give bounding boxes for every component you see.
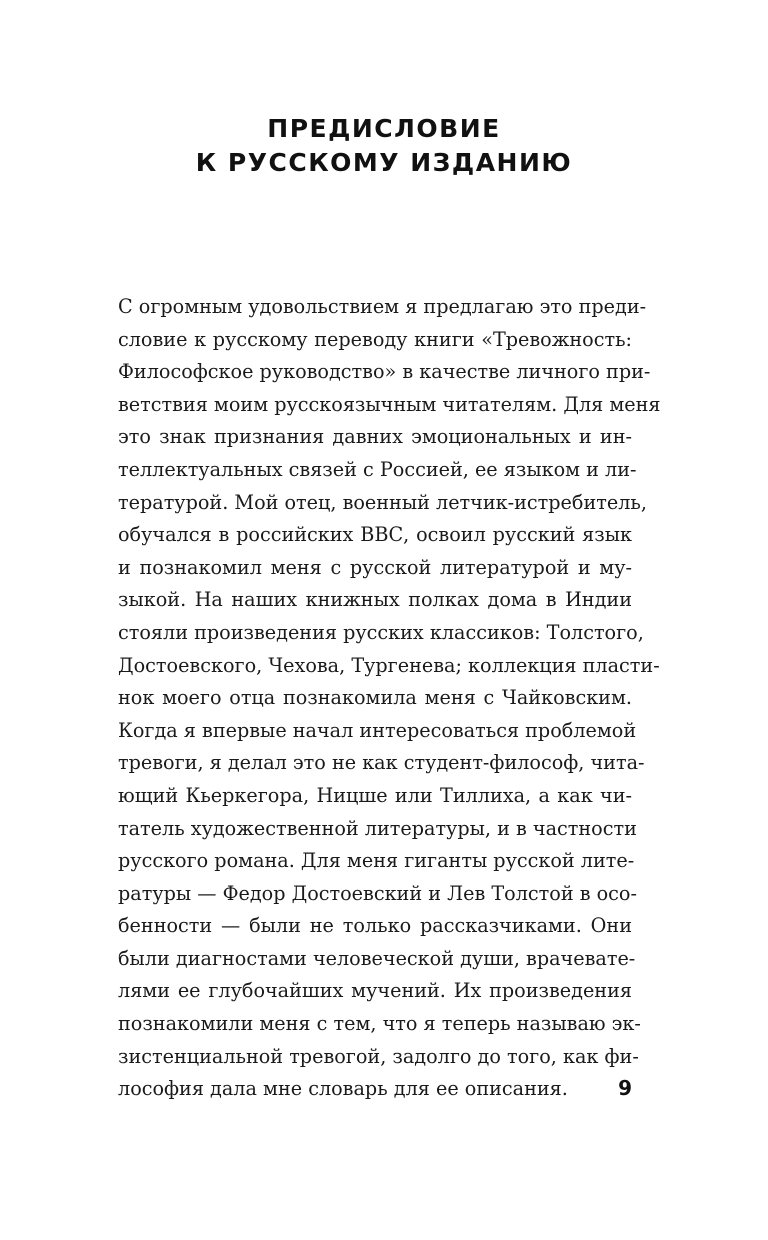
text-line: были диагностами человеческой души, врачевате-	[118, 946, 636, 970]
text-line: зыкой. На наших книжных полках дома в Индии	[118, 588, 632, 612]
chapter-title	[0, 112, 768, 180]
text-line: Философское руководство» в качестве личного при-	[118, 360, 651, 384]
text-line: стояли произведения русских классиков: Толстого,	[118, 620, 644, 644]
text-line: тературой. Мой отец, военный летчик-истребитель,	[118, 490, 647, 514]
text-line: бенности — были не только рассказчиками. Они	[118, 914, 632, 938]
text-line: татель художественной литературы, и в частности	[118, 816, 637, 840]
text-line: нок моего отца познакомила меня с Чайковским.	[118, 686, 632, 710]
text-line: обучался в российских ВВС, освоил русский язык	[118, 523, 632, 547]
text-line: теллектуальных связей с Россией, ее языком и ли-	[118, 457, 637, 481]
text-line: ветствия моим русскоязычным читателям. Для меня	[118, 392, 661, 416]
text-line: и познакомил меня с русской литературой и му-	[118, 555, 632, 579]
text-line: ющий Кьеркегора, Ницше или Тиллиха, а как чи-	[118, 783, 632, 807]
body-paragraph	[118, 291, 661, 1106]
text-line: Когда я впервые начал интересоваться проблемой	[118, 718, 637, 742]
text-line: словие к русскому переводу книги «Тревожность:	[118, 327, 632, 351]
text-line: русского романа. Для меня гиганты русской лите-	[118, 849, 635, 873]
page-number: 9	[618, 1076, 632, 1100]
text-line: зистенциальной тревогой, задолго до того, как фи-	[118, 1044, 639, 1068]
text-line: С огромным удовольствием я предлагаю это преди-	[118, 295, 647, 318]
text-line: познакомили меня с тем, что я теперь называю эк-	[118, 1012, 641, 1036]
chapter-title-line-1: ПРЕДИСЛОВИЕ	[267, 114, 501, 143]
text-line: это знак признания давних эмоциональных и ин-	[118, 425, 632, 449]
text-line: лями ее глубочайших мучений. Их произведения	[118, 979, 632, 1003]
text-line: тревоги, я делал это не как студент-философ, чита-	[118, 751, 645, 775]
text-line: лософия дала мне словарь для ее описания.	[118, 1077, 568, 1101]
text-line: Достоевского, Чехова, Тургенева; коллекция пласти-	[118, 653, 660, 677]
chapter-title-line-2: К РУССКОМУ ИЗДАНИЮ	[195, 148, 573, 177]
text-line: ратуры — Федор Достоевский и Лев Толстой в осо-	[118, 881, 637, 905]
